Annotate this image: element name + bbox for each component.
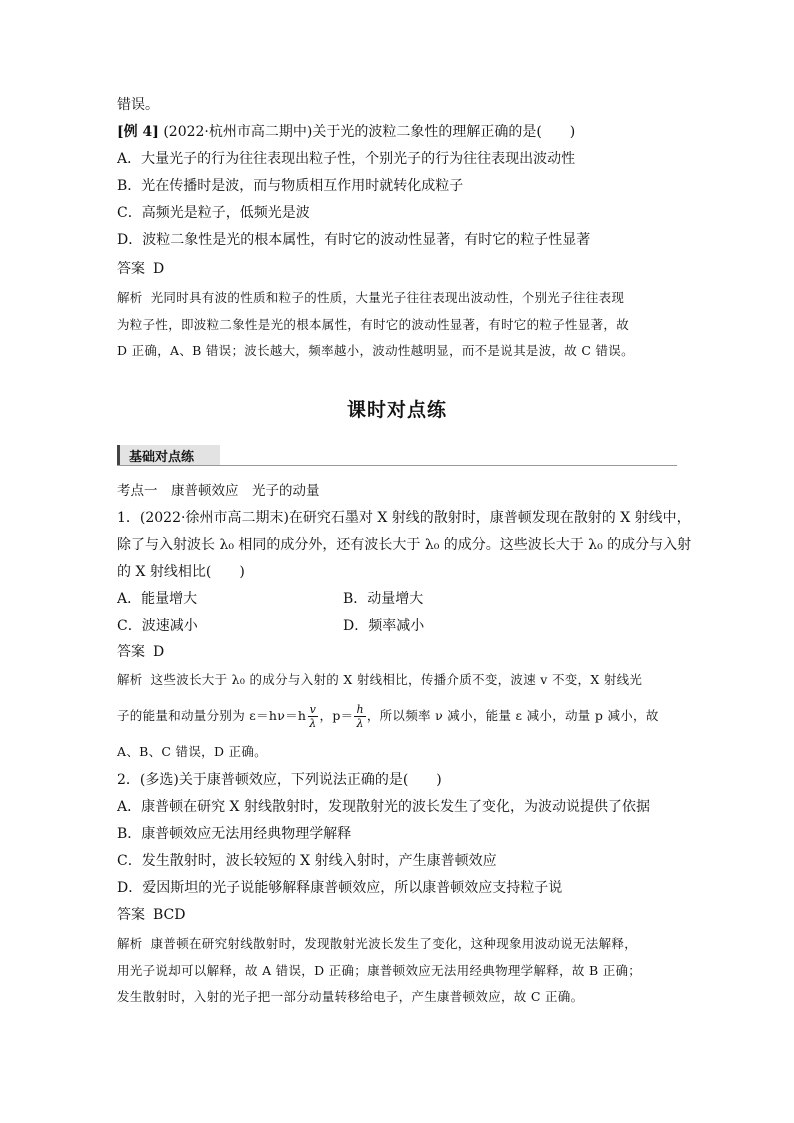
analysis-text: 子的能量和动量分别为 ε＝hν＝h — [117, 708, 307, 723]
example-tag: [例 4] — [117, 124, 159, 140]
analysis-text: 这些波长大于 λ₀ 的成分与入射的 X 射线相比，传播介质不变，波速 v 不变，X 射线光 — [150, 672, 643, 687]
example-4-option-a: A．大量光子的行为往往表现出粒子性，个别光子的行为往往表现出波动性 — [117, 151, 576, 167]
analysis-label: 解析 — [117, 936, 143, 951]
analysis-text: 康普顿在研究射线散射时，发现散射光波长发生了变化，这种现象用波动说无法解释， — [150, 936, 638, 951]
example-4-stem — [117, 122, 575, 142]
q1-analysis-line-2 — [117, 703, 659, 730]
answer-value: BCD — [153, 907, 186, 923]
fraction-denominator: λ — [309, 717, 317, 730]
answer-label: 答案 — [117, 261, 145, 277]
example-4-analysis-line-3: D 正确，A、B 错误；波长越大，频率越小，波动性越明显，而不是说其是波，故 C 错误。 — [117, 343, 634, 358]
q1-answer — [117, 642, 164, 662]
example-4-option-b: B．光在传播时是波，而与物质相互作用时就转化成粒子 — [117, 178, 464, 194]
analysis-text: ，p＝ — [319, 708, 354, 723]
example-4-option-d: D．波粒二象性是光的根本属性，有时它的波动性显著，有时它的粒子性显著 — [117, 232, 591, 248]
q2-answer — [117, 905, 185, 925]
answer-label: 答案 — [117, 644, 145, 660]
example-source: (2022·杭州市高二期中) — [163, 124, 313, 140]
section-tag-underline — [117, 465, 677, 466]
example-4-analysis-line-2: 为粒子性，即波粒二象性是光的根本属性，有时它的波动性显著，有时它的粒子性显著，故 — [117, 317, 630, 332]
q1-line-2: 除了与入射波长 λ₀ 相同的成分外，还有波长大于 λ₀ 的成分。这些波长大于 λ₀ 的成分与入射 — [117, 537, 692, 553]
q1-option-b: B．动量增大 — [343, 591, 424, 607]
q1-analysis-line-3: A、B、C 错误，D 正确。 — [117, 744, 267, 759]
q2-option-c: C．发生散射时，波长较短的 X 射线入射时，产生康普顿效应 — [117, 853, 497, 869]
continued-text: 错误。 — [117, 97, 159, 113]
fraction-numerator: h — [356, 703, 364, 716]
q2-option-b: B．康普顿效应无法用经典物理学解释 — [117, 826, 352, 842]
example-4-option-c: C．高频光是粒子，低频光是波 — [117, 205, 310, 221]
answer-value: D — [153, 261, 165, 277]
q1-option-a: A．能量增大 — [117, 591, 198, 607]
example-question: 关于光的波粒二象性的理解正确的是( ) — [312, 124, 576, 140]
analysis-text: 光同时具有波的性质和粒子的性质，大量光子往往表现出波动性，个别光子往往表现 — [150, 290, 625, 305]
q2-analysis-line-2: 用光子说却可以解释，故 A 错误，D 正确；康普顿效应无法用经典物理学解释，故 B 正确； — [117, 963, 642, 978]
fraction-denominator: λ — [356, 717, 364, 730]
q2-analysis-line-3: 发生散射时，入射的光子把一部分动量转移给电子，产生康普顿效应，故 C 正确。 — [117, 989, 584, 1004]
q2-analysis-line-1 — [117, 934, 637, 954]
answer-label: 答案 — [117, 907, 145, 923]
fraction-numerator: v — [309, 703, 317, 716]
answer-value: D — [153, 644, 165, 660]
fraction-v-over-lambda — [307, 703, 318, 730]
section-title: 课时对点练 — [346, 399, 447, 421]
analysis-text: ，所以频率 ν 减小，能量 ε 减小，动量 p 减小，故 — [366, 708, 659, 723]
example-4-answer — [117, 259, 164, 279]
q2-option-d: D．爱因斯坦的光子说能够解释康普顿效应，所以康普顿效应支持粒子说 — [117, 880, 563, 896]
q1-option-d: D．频率减小 — [343, 618, 425, 634]
q1-option-c: C．波速减小 — [117, 618, 198, 634]
q1-line-1: 1．(2022·徐州市高二期末)在研究石墨对 X 射线的散射时，康普顿发现在散射的 X 射线中， — [117, 510, 691, 526]
section-tag-label: 基础对点练 — [129, 449, 195, 465]
topic-heading: 考点一 康普顿效应 光子的动量 — [117, 483, 320, 499]
fraction-h-over-lambda — [354, 703, 365, 730]
q1-line-3: 的 X 射线相比( ) — [117, 564, 245, 580]
section-tag — [117, 445, 220, 465]
q1-analysis-line-1 — [117, 670, 642, 690]
analysis-label: 解析 — [117, 290, 143, 305]
example-4-analysis-line-1 — [117, 288, 624, 308]
analysis-label: 解析 — [117, 672, 143, 687]
q2-option-a: A．康普顿在研究 X 射线散射时，发现散射光的波长发生了变化，为波动说提供了依据 — [117, 799, 650, 815]
q2-stem: 2．(多选)关于康普顿效应，下列说法正确的是( ) — [117, 772, 442, 788]
